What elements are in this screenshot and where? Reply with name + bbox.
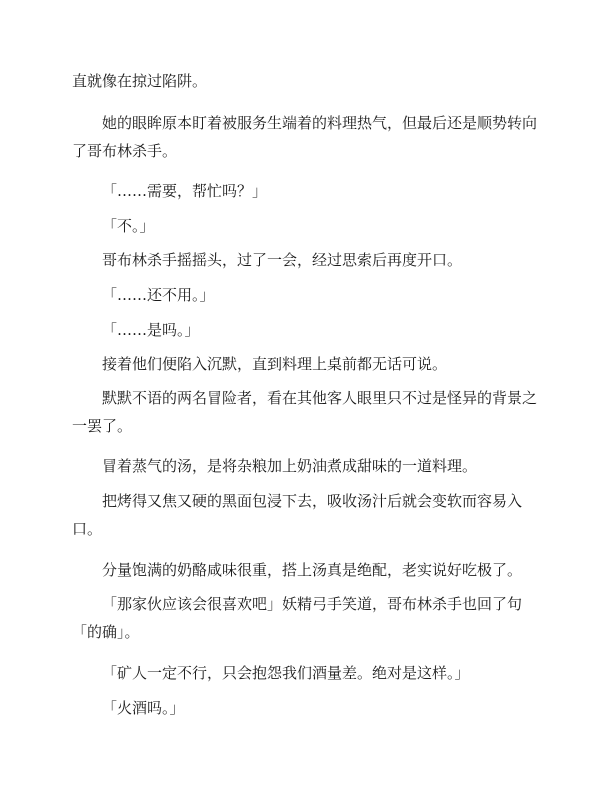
paragraph: 「……是吗。」 (102, 321, 200, 339)
paragraph: 冒着蒸气的汤，是将杂粮加上奶油煮成甜味的一道料理。 (102, 457, 478, 475)
paragraph: 分量饱满的奶酪咸味很重，搭上汤真是绝配，老实说好吃极了。 (102, 561, 523, 579)
paragraph: 接着他们便陷入沉默，直到料理上桌前都无话可说。 (102, 355, 448, 373)
paragraph: 「火酒吗。」 (102, 699, 185, 717)
paragraph: 「那家伙应该会很喜欢吧」妖精弓手笑道，哥布林杀手也回了句「的确」。 (72, 595, 523, 641)
paragraph: 「矿人一定不行，只会抱怨我们酒量差。绝对是这样。」 (102, 664, 470, 682)
paragraph: 「……需要，帮忙吗？」 (102, 182, 268, 200)
paragraph: 直就像在掠过陷阱。 (72, 72, 208, 90)
paragraph: 「……还不用。」 (102, 286, 215, 304)
paragraph: 「不。」 (102, 217, 155, 235)
paragraph: 把烤得又焦又硬的黑面包浸下去，吸收汤汁后就会变软而容易入口。 (72, 492, 523, 538)
paragraph: 哥布林杀手摇摇头，过了一会，经过思索后再度开口。 (102, 251, 463, 269)
paragraph: 她的眼眸原本盯着被服务生端着的料理热气，但最后还是顺势转向了哥布林杀手。 (72, 114, 538, 160)
paragraph: 默默不语的两名冒险者，看在其他客人眼里只不过是怪异的背景之一罢了。 (72, 389, 538, 435)
